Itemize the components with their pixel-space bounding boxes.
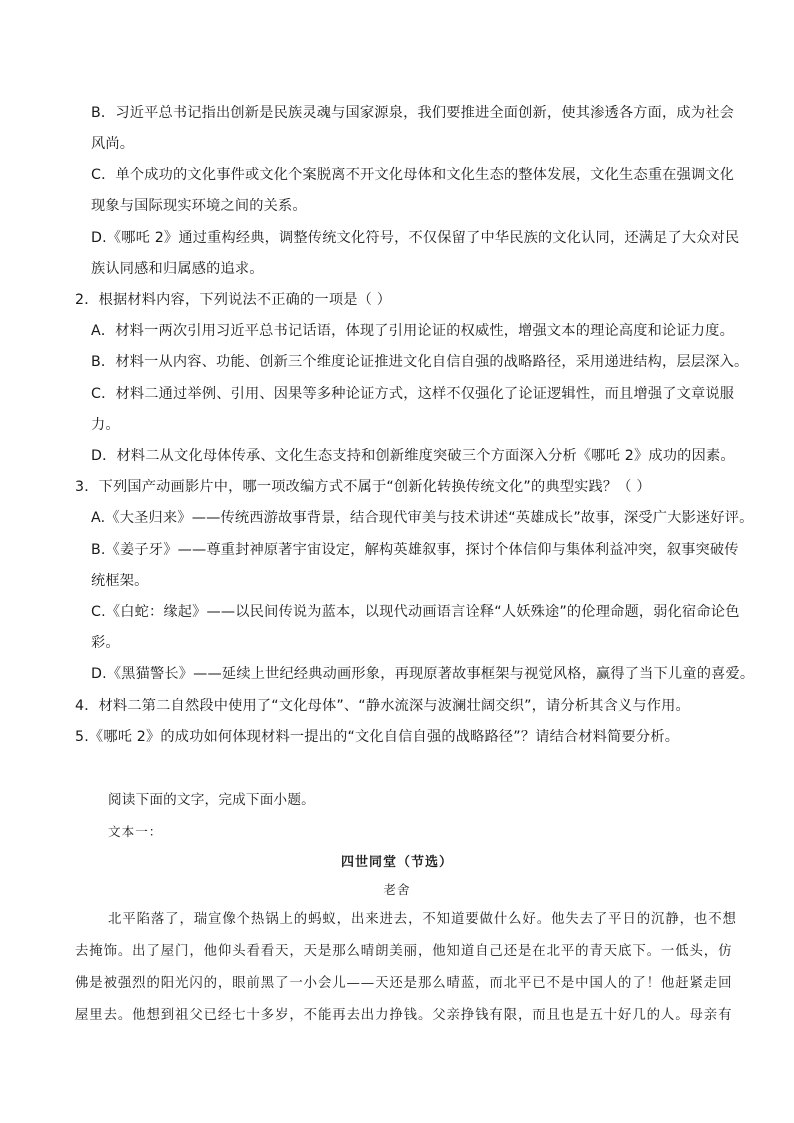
passage-line-2: 去掩饰。出了屋门，他仰头看看天，天是那么晴朗美丽，他知道自己还是在北平的青天底下。一低头，仿 <box>75 944 733 959</box>
q2-option-c-line2: 力。 <box>91 417 120 433</box>
q3-option-c-line1: C.《白蛇：缘起》——以民间传说为蓝本，以现代动画语言诠释“人妖殊途”的伦理命题，弱化宿命论色 <box>91 604 740 620</box>
q3-option-a: A.《大圣归来》——传统西游故事背景，结合现代审美与技术讲述“英雄成长”故事，深受广大影迷好评。 <box>91 510 754 526</box>
q3-stem: 3．下列国产动画影片中，哪一项改编方式不属于“创新化转换传统文化”的典型实践？（ ） <box>75 479 651 495</box>
q1-option-d-line1: D.《哪吒 2》通过重构经典，调整传统文化符号，不仅保留了中华民族的文化认同，还满足了大众对民 <box>91 230 740 246</box>
q2-option-d: D．材料二从文化母体传承、文化生态支持和创新维度突破三个方面深入分析《哪吒 2》成功的因素。 <box>91 448 735 464</box>
q2-option-a: A．材料一两次引用习近平总书记话语，体现了引用论证的权威性，增强文本的理论高度和论证力度。 <box>91 323 734 339</box>
q1-option-c-line2: 现象与国际现实环境之间的关系。 <box>91 198 307 214</box>
q2-option-b: B．材料一从内容、功能、创新三个维度论证推进文化自信自强的战略路径，采用递进结构，层层深入。 <box>91 354 749 370</box>
passage-author: 老舍 <box>383 882 411 897</box>
reading-intro: 阅读下面的文字，完成下面小题。 <box>108 792 315 808</box>
passage-line-4: 屋里去。他想到祖父已经七十多岁，不能再去出力挣钱。父亲挣钱有限，而且也是五十好几的人。母亲有 <box>75 1008 733 1023</box>
q3-option-b-line2: 统框架。 <box>91 573 149 589</box>
q3-option-b-line1: B.《姜子牙》——尊重封神原著宇宙设定，解构英雄叙事，探讨个体信仰与集体利益冲突，叙事突破传 <box>91 542 739 558</box>
q3-option-d: D.《黑猫警长》——延续上世纪经典动画形象，再现原著故事框架与视觉风格，赢得了当下儿童的喜爱。 <box>91 666 755 682</box>
q2-option-c-line1: C．材料二通过举例、引用、因果等多种论证方式，这样不仅强化了论证逻辑性，而且增强了文章说服 <box>91 386 735 402</box>
q1-option-d-line2: 族认同感和归属感的追求。 <box>91 261 264 277</box>
passage-line-3: 佛是被强烈的阳光闪的，眼前黑了一小会儿——天还是那么晴蓝，而北平已不是中国人的了！他赶紧走回 <box>75 976 733 991</box>
q1-option-c-line1: C．单个成功的文化事件或文化个案脱离不开文化母体和文化生态的整体发展，文化生态重在强调文化 <box>91 167 735 183</box>
passage-title: 四世同堂（节选） <box>340 855 453 870</box>
q3-option-c-line2: 彩。 <box>91 635 120 651</box>
passage-line-1: 北平陷落了，瑞宣像个热锅上的蚂蚁，出来进去，不知道要做什么好。他失去了平日的沉静，也不想 <box>108 912 737 927</box>
q5-stem: 5.《哪吒 2》的成功如何体现材料一提出的“文化自信自强的战略路径”？请结合材料简要分析。 <box>75 729 680 745</box>
q1-option-b-line2: 风尚。 <box>91 136 135 152</box>
text-label: 文本一： <box>108 824 163 839</box>
q1-option-b-line1: B．习近平总书记指出创新是民族灵魂与国家源泉，我们要推进全面创新，使其渗透各方面，成为社会 <box>91 105 734 121</box>
q4-stem: 4．材料二第二自然段中使用了“文化母体”、“静水流深与波澜壮阔交织”，请分析其含义与作用。 <box>75 698 690 714</box>
q2-stem: 2．根据材料内容，下列说法不正确的一项是（ ） <box>75 292 392 308</box>
